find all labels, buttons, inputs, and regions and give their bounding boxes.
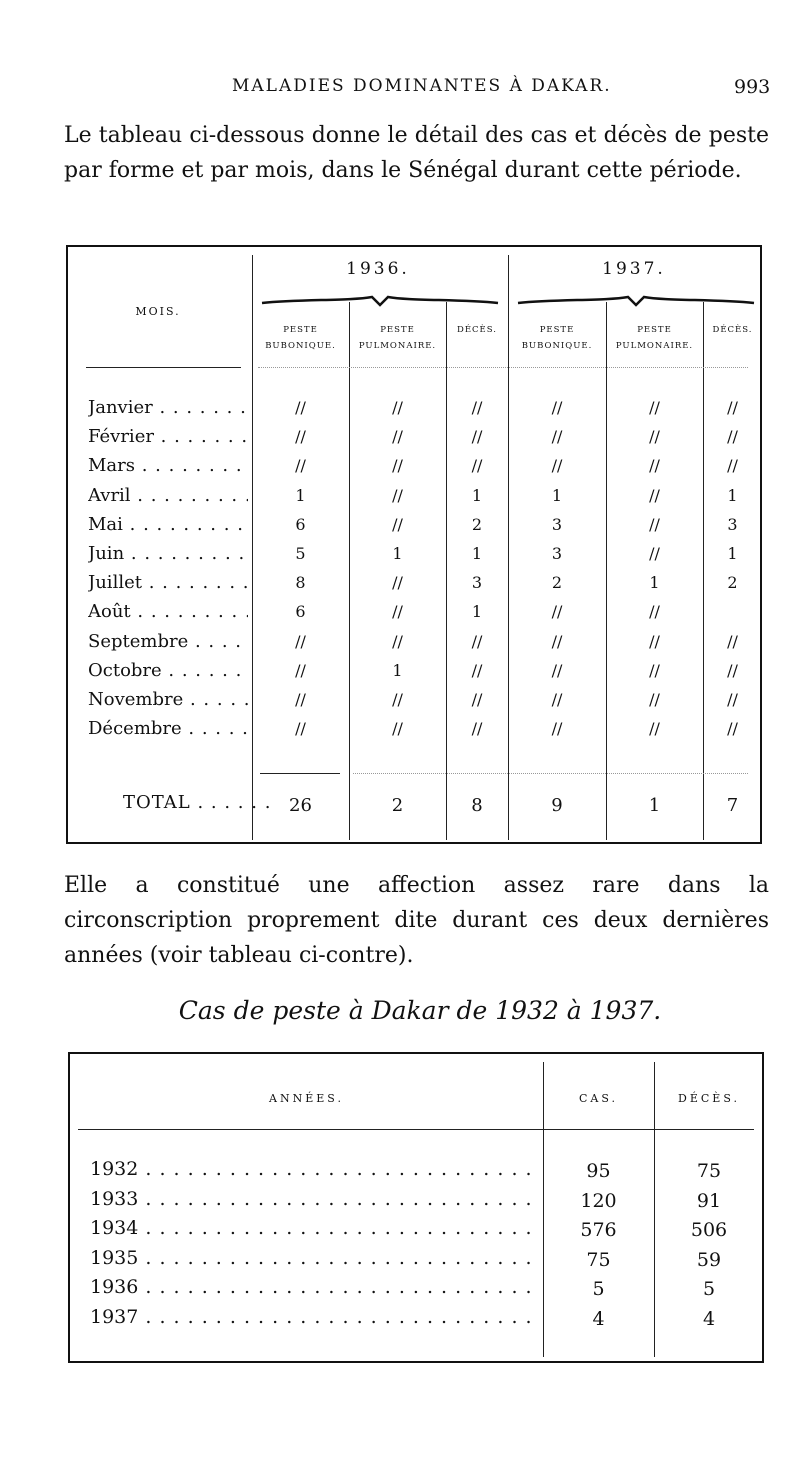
month-label: Novembre . . . <box>88 689 248 710</box>
column-header-line: BUBONIQUE. <box>521 341 593 351</box>
table-cell: 1 <box>295 485 306 505</box>
table-row <box>68 572 764 597</box>
total-cell: 2 <box>391 795 404 816</box>
table-cell: // <box>551 719 563 739</box>
header-rule <box>86 367 241 368</box>
deces-header: DÉCÈS. <box>678 1092 740 1105</box>
table-cell: // <box>649 398 660 417</box>
table-cell: 3 <box>551 514 563 534</box>
deces-cell: 75 <box>696 1160 722 1182</box>
column-header-line: PULMONAIRE. <box>615 341 694 351</box>
table-cell: // <box>649 719 660 739</box>
cas-header: CAS. <box>578 1092 618 1105</box>
table-cell: // <box>471 690 483 709</box>
table-cell: // <box>727 398 738 417</box>
table-cell: // <box>392 398 403 417</box>
column-header-line: BUBONIQUE. <box>265 341 336 351</box>
table-row <box>68 660 764 685</box>
table-cell: // <box>295 456 306 476</box>
table-row <box>70 1217 766 1247</box>
table-cell: // <box>727 427 738 447</box>
total-rule <box>260 773 340 774</box>
year-brace-icon <box>516 281 756 307</box>
table-cell: // <box>295 398 306 417</box>
table-cell: // <box>471 631 483 651</box>
table-row <box>68 514 764 539</box>
table-cell: // <box>649 631 660 651</box>
table-cell: // <box>649 690 660 709</box>
month-label: Juillet . . . <box>88 572 248 593</box>
table-cell: 1 <box>649 573 660 593</box>
cas-cell: 75 <box>586 1248 611 1271</box>
month-label: Août . . . <box>88 601 248 622</box>
table-cell: // <box>649 427 660 447</box>
table-cell: 2 <box>551 573 563 593</box>
table-cell: // <box>727 690 738 709</box>
year-label: 1934 . . . <box>90 1217 540 1239</box>
table-cell: // <box>295 719 306 739</box>
table-row <box>68 631 764 656</box>
header-rule <box>78 1129 754 1130</box>
table-caption: Cas de peste à Dakar de 1932 à 1937. <box>178 996 662 1025</box>
table-cell: // <box>392 514 403 534</box>
table-cell: // <box>295 427 306 447</box>
column-header <box>606 322 703 354</box>
header-dotted-rule <box>258 367 748 368</box>
cas-cell: 4 <box>592 1307 605 1330</box>
column-header-line: PESTE <box>539 325 575 335</box>
table-cell: 2 <box>727 573 738 593</box>
table-cell: // <box>551 660 563 680</box>
month-label: Janvier . . . <box>88 397 248 418</box>
table-cell: 1 <box>392 660 403 680</box>
total-dotted-rule <box>353 773 748 774</box>
table-cell: // <box>649 456 660 476</box>
month-label: Octobre . . . <box>88 660 248 681</box>
cas-cell: 120 <box>580 1189 617 1212</box>
table-cell: 1 <box>471 602 483 622</box>
table-cell: 5 <box>295 544 306 563</box>
column-header-line: PESTE <box>637 325 672 335</box>
cas-cell: 576 <box>580 1219 617 1241</box>
deces-cell: 91 <box>696 1189 722 1212</box>
table-cell: 6 <box>295 602 306 622</box>
intro-paragraph: Le tableau ci-dessous donne le détail des cas et décès de peste par forme et par mois, dans le Sénégal durant cette période. <box>64 123 769 183</box>
annees-header: ANNÉES. <box>269 1092 344 1105</box>
column-rule <box>446 302 447 840</box>
total-cell: 8 <box>471 795 483 816</box>
table-cell: // <box>649 544 660 563</box>
dakar-cases-table <box>68 1052 764 1363</box>
column-header-line: DÉCÈS. <box>457 325 497 335</box>
table-row <box>70 1188 766 1218</box>
column-header-line: DÉCÈS. <box>712 325 753 335</box>
table-cell: // <box>471 427 483 447</box>
table-cell: // <box>392 690 403 709</box>
table-cell: // <box>392 602 403 622</box>
page-number: 993 <box>734 76 771 98</box>
total-cell: 7 <box>726 795 739 816</box>
table-cell: // <box>551 456 563 476</box>
table-cell: 3 <box>471 573 483 593</box>
month-label: Mars . . . <box>88 455 248 476</box>
table-row <box>68 689 764 714</box>
table-cell: 6 <box>295 514 306 534</box>
table-cell: 1 <box>727 485 738 505</box>
table-cell: // <box>392 719 403 739</box>
table-cell: // <box>295 631 306 651</box>
column-header <box>446 322 508 338</box>
table-row <box>68 455 764 480</box>
month-label: Septembre . . . <box>88 631 248 652</box>
year-label: 1935 . . . <box>90 1247 540 1269</box>
table-row <box>70 1247 766 1277</box>
month-label: Avril . . . <box>88 485 248 506</box>
table-cell: 3 <box>551 544 563 563</box>
table-cell: // <box>392 573 403 593</box>
table-cell: 1 <box>392 544 403 563</box>
table-row <box>68 426 764 451</box>
table-cell: 1 <box>727 544 738 563</box>
deces-cell: 5 <box>702 1278 716 1300</box>
table-cell: // <box>551 602 563 622</box>
column-rule <box>606 302 607 840</box>
column-header <box>508 322 606 354</box>
deces-cell: 506 <box>690 1219 728 1241</box>
table-cell: // <box>471 456 483 476</box>
table-row <box>68 601 764 626</box>
table-row <box>68 543 764 568</box>
year-label: 1936 . . . <box>90 1276 540 1298</box>
table-cell: // <box>392 631 403 651</box>
table-cell: 3 <box>727 514 738 534</box>
column-rule <box>703 302 704 840</box>
table-cell: 1 <box>471 544 483 563</box>
table-cell: // <box>649 602 660 622</box>
table-cell: // <box>727 660 738 680</box>
year-label: 1933 . . . <box>90 1188 540 1210</box>
table-cell: // <box>471 660 483 680</box>
table-cell: 8 <box>295 573 306 593</box>
table-cell: // <box>551 690 563 709</box>
table-cell: 2 <box>471 514 483 534</box>
year-label: 1937 . . . <box>90 1306 540 1328</box>
month-label: Mai . . . <box>88 514 248 535</box>
column-header-line: PESTE <box>283 325 318 335</box>
table-row <box>68 397 764 422</box>
table-cell: // <box>551 631 563 651</box>
column-header <box>349 322 446 354</box>
table-cell: // <box>295 660 306 680</box>
monthly-plague-table <box>66 245 762 844</box>
total-cell: 1 <box>648 795 661 816</box>
month-label: Février . . . <box>88 426 248 447</box>
column-header <box>252 322 349 354</box>
cas-cell: 5 <box>592 1278 605 1300</box>
table-cell: // <box>727 631 738 651</box>
cas-cell: 95 <box>586 1160 611 1182</box>
table-cell: // <box>392 456 403 476</box>
table-row <box>70 1306 766 1336</box>
table-row <box>68 485 764 510</box>
table-cell: // <box>649 514 660 534</box>
year-1937-header: 1937. <box>602 259 666 279</box>
table-cell: // <box>392 485 403 505</box>
table-row <box>68 718 764 743</box>
column-header-line: PULMONAIRE. <box>358 341 437 351</box>
month-label: Juin . . . <box>88 543 248 564</box>
table-cell: // <box>471 398 483 417</box>
column-header <box>703 322 762 338</box>
table-cell: // <box>551 398 563 417</box>
table-cell: // <box>551 427 563 447</box>
total-cell: 9 <box>551 795 563 816</box>
table-row <box>70 1158 766 1188</box>
running-head <box>0 76 800 100</box>
mois-header: MOIS. <box>135 305 181 318</box>
total-label: TOTAL . . . <box>123 792 271 813</box>
table-cell: // <box>392 427 403 447</box>
year-1936-header: 1936. <box>346 259 410 279</box>
table-cell: // <box>295 690 306 709</box>
table-cell: 1 <box>471 485 483 505</box>
running-title: MALADIES DOMINANTES À DAKAR. <box>232 76 612 96</box>
table-cell: // <box>649 485 660 505</box>
total-cell: 26 <box>289 795 312 816</box>
table-cell: // <box>649 660 660 680</box>
middle-paragraph: Elle a constitué une affection assez rare dans la circonscription proprement dite durant ces deux dernières années (voir tableau ci-contre). <box>64 873 769 968</box>
column-rule <box>349 302 350 840</box>
table-cell: // <box>727 456 738 476</box>
column-header-line: PESTE <box>380 325 415 335</box>
table-cell: 1 <box>551 485 563 505</box>
deces-cell: 4 <box>702 1307 716 1330</box>
month-label: Décembre . . . <box>88 718 248 739</box>
table-cell: // <box>727 719 738 739</box>
table-row <box>70 1276 766 1306</box>
year-brace-icon <box>260 281 500 307</box>
year-label: 1932 . . . <box>90 1158 540 1180</box>
deces-cell: 59 <box>696 1248 722 1271</box>
table-cell: // <box>471 719 483 739</box>
